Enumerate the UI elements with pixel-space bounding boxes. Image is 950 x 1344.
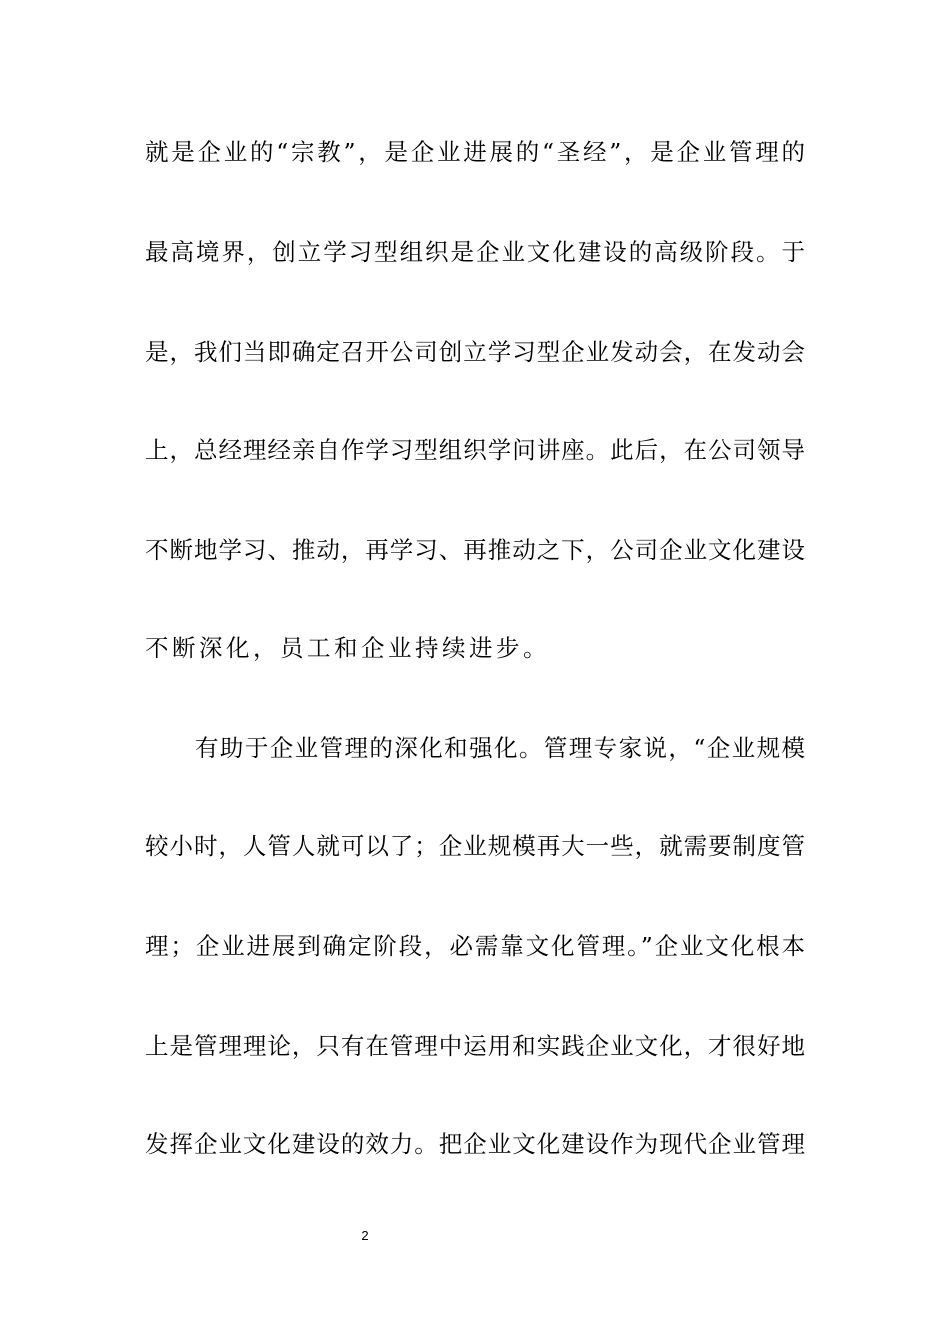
text-line: 就是企业的“宗教”，是企业进展的“圣经”，是企业管理的 [145, 138, 805, 166]
paragraph-first-line: 有助于企业管理的深化和强化。管理专家说，“企业规模 [195, 734, 805, 762]
text-line: 较小时，人管人就可以了；企业规模再大一些，就需要制度管 [145, 832, 805, 860]
text-line: 是，我们当即确定召开公司创立学习型企业发动会，在发动会 [145, 338, 805, 366]
text-line: 最高境界，创立学习型组织是企业文化建设的高级阶段。于 [145, 238, 805, 266]
text-line: 上是管理理论，只有在管理中运用和实践企业文化，才很好地 [145, 1032, 805, 1060]
text-line: 发挥企业文化建设的效力。把企业文化建设作为现代企业管理 [145, 1130, 805, 1158]
text-line: 不断深化，员工和企业持续进步。 [145, 634, 550, 662]
text-line: 上，总经理经亲自作学习型组织学问讲座。此后，在公司领导 [145, 436, 805, 464]
text-line: 理；企业进展到确定阶段，必需靠文化管理。”企业文化根本 [145, 932, 805, 960]
page-number: 2 [361, 1228, 369, 1243]
text-line: 不断地学习、推动，再学习、再推动之下，公司企业文化建设 [145, 536, 805, 564]
